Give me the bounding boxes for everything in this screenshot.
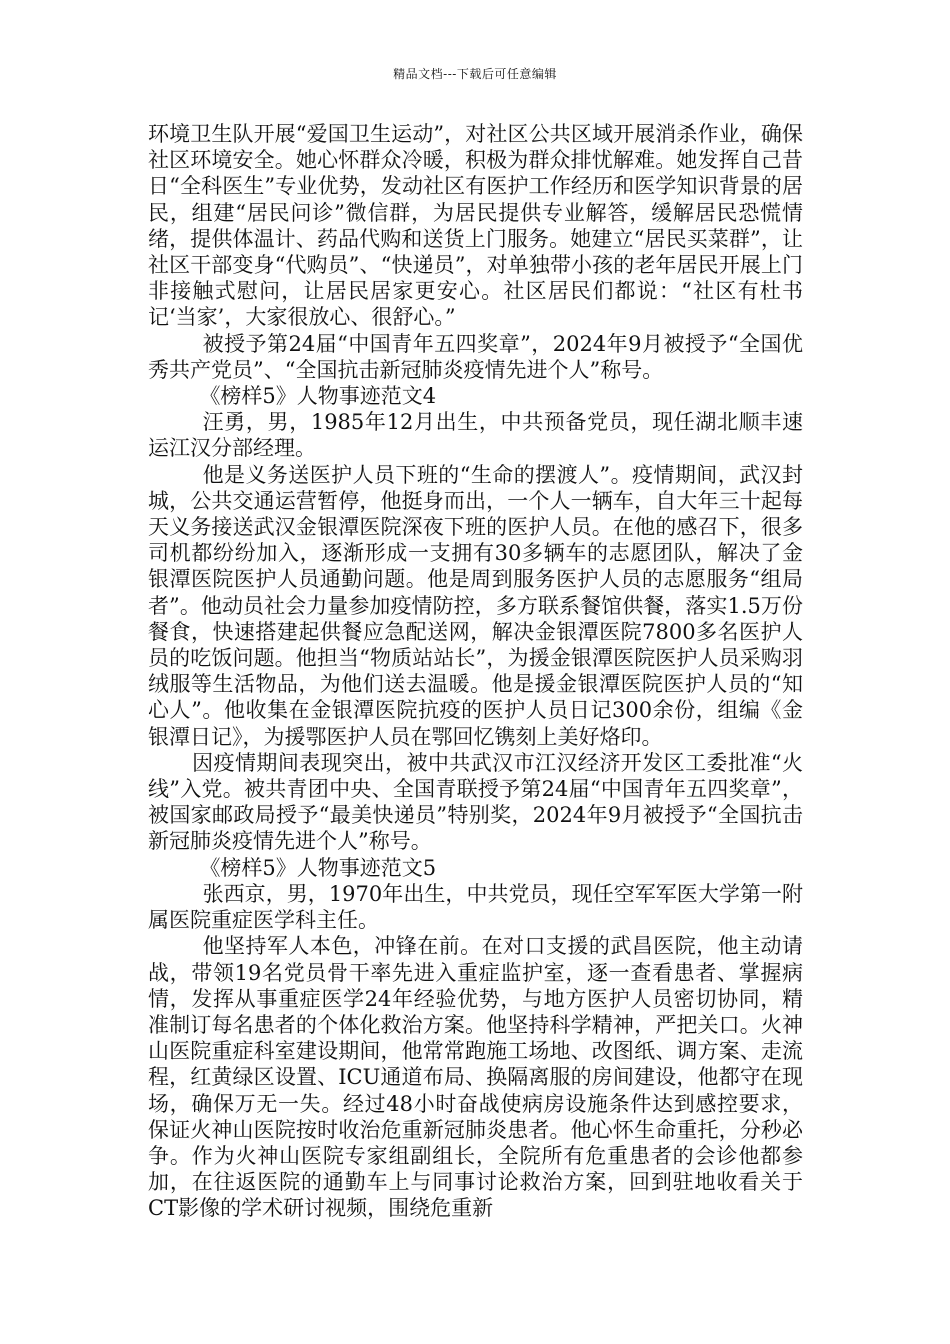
section-heading-4: 《榜样5》人物事迹范文4 (199, 384, 437, 409)
paragraph-community-service: 环境卫生队开展“爱国卫生运动”，对社区公共区域开展消杀作业，确保社区环境安全。她心怀群众冷暖，积极为群众排忧解难。她发挥自己昔日“全科医生”专业优势，发动社区有医护工作经历和医学知识背景的居民，组建“居民问诊”微信群，为居民提供专业解答，缓解居民恐慌情绪，提供体温计、药品代购和送货上门服务。她建立“居民买菜群”，让社区干部变身“代购员”、“快递员”，对单独带小孩的老年居民开展上门非接触式慰问，让居民居家更安心。社区居民们都说：“社区有杜书记‘当家’，大家很放心、很舒心。” (148, 122, 803, 330)
section-heading-5: 《榜样5》人物事迹范文5 (199, 855, 437, 880)
paragraph-deeds-wang-yong: 他是义务送医护人员下班的“生命的摆渡人”。疫情期间，武汉封城，公共交通运营暂停，他挺身而出，一个人一辆车，自大年三十起每天义务接送武汉金银潭医院深夜下班的医护人员。在他的感召下，很多司机都纷纷加入，逐渐形成一支拥有30多辆车的志愿团队，解决了金银潭医院医护人员通勤问题。他是周到服务医护人员的志愿服务“组局者”。他动员社会力量参加疫情防控，多方联系餐馆供餐，落实1.5万份餐食，快速搭建起供餐应急配送网，解决金银潭医院7800多名医护人员的吃饭问题。他担当“物质站站长”，为援金银潭医院医护人员采购羽绒服等生活物品，为他们送去温暖。他是援金银潭医院医护人员的“知心人”。他收集在金银潭医院抗疫的医护人员日记300余份，组编《金银潭日记》，为援鄂医护人员在鄂回忆镌刻上美好烙印。 (148, 462, 803, 749)
paragraph-profile-wang-yong: 汪勇，男，1985年12月出生，中共预备党员，现任湖北顺丰速运江汉分部经理。 (148, 410, 803, 461)
paragraph-honors-wang-yong: 因疫情期间表现突出，被中共武汉市江汉经济开发区工委批准“火线”入党。被共青团中央、全国青联授予第24届“中国青年五四奖章”，被国家邮政局授予“最美快递员”特别奖，2024年9月被授予“全国抗击新冠肺炎疫情先进个人”称号。 (148, 750, 803, 854)
page-header: 精品文档---下载后可任意编辑 (393, 67, 557, 81)
paragraph-honors-1: 被授予第24届“中国青年五四奖章”，2024年9月被授予“全国优秀共产党员”、“全国抗击新冠肺炎疫情先进个人”称号。 (148, 331, 803, 382)
paragraph-profile-zhang-xijing: 张西京，男，1970年出生，中共党员，现任空军军医大学第一附属医院重症医学科主任。 (148, 881, 803, 933)
paragraph-deeds-zhang-xijing: 他坚持军人本色，冲锋在前。在对口支援的武昌医院，他主动请战，带领19名党员骨干率先进入重症监护室，逐一查看患者、掌握病情，发挥从事重症医学24年经验优势，与地方医护人员密切协同，精准制订每名患者的个体化救治方案。他坚持科学精神，严把关口。火神山医院重症科室建设期间，他常常跑施工场地、改图纸、调方案、走流程，红黄绿区设置、ICU通道布局、换隔离服的房间建设，他都守在现场，确保万无一失。经过48小时奋战使病房设施条件达到感控要求，保证火神山医院按时收治危重新冠肺炎患者。他心怀生命重托，分秒必争。作为火神山医院专家组副组长，全院所有危重患者的会诊他都参加，在往返医院的通勤车上与同事讨论救治方案，回到驻地收看关于CT影像的学术研讨视频，围绕危重新 (148, 934, 803, 1221)
document-body (148, 121, 803, 1222)
